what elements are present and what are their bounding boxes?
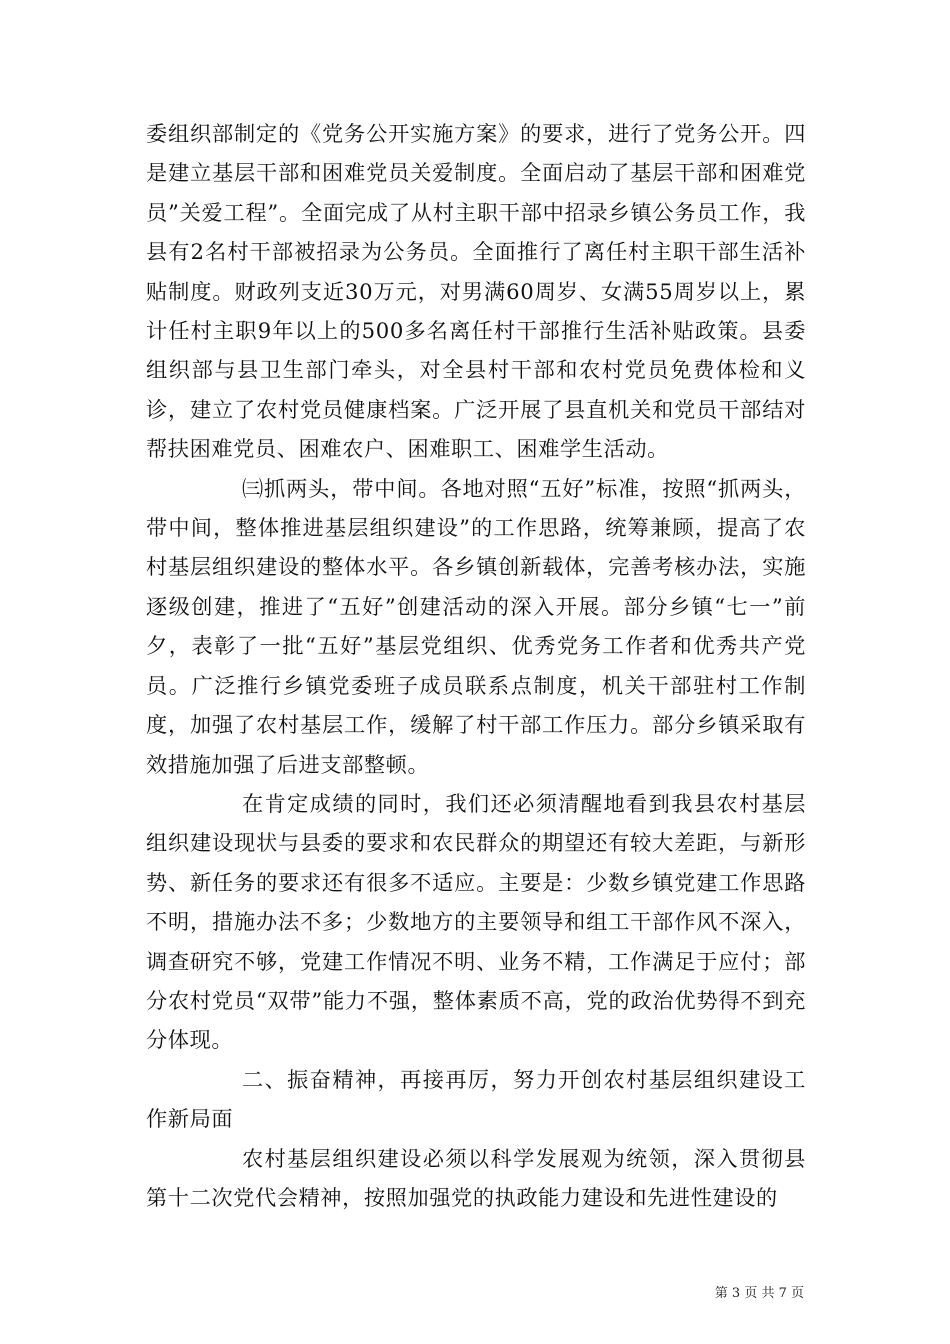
- paragraph-grasp-both-ends: ㈢抓两头，带中间。各地对照“五好”标准，按照“抓两头，带中间，整体推进基层组织建设”的工作思路，统筹兼顾，提高了农村基层组织建设的整体水平。各乡镇创新载体，完善考核办法，实施逐级创建，推进了“五好”创建活动的深入开展。部分乡镇“七一”前夕，表彰了一批“五好”基层党组织、优秀党务工作者和优秀共产党员。广泛推行乡镇党委班子成员联系点制度，机关干部驻村工作制度，加强了农村基层工作，缓解了村干部工作压力。部分乡镇采取有效措施加强了后进支部整顿。: [146, 475, 806, 777]
- page-number: 第 3 页 共 7 页: [714, 1286, 804, 1301]
- body-text: [146, 114, 806, 1217]
- paragraph-shortcomings: 在肯定成绩的同时，我们还必须清醒地看到我县农村基层组织建设现状与县委的要求和农民群众的期望还有较大差距，与新形势、新任务的要求还有很多不适应。主要是：少数乡镇党建工作思路不明，措施办法不多；少数地方的主要领导和组工干部作风不深入，调查研究不够，党建工作情况不明、业务不精，工作满足于应付；部分农村党员“双带”能力不强，整体素质不高，党的政治优势得不到充分体现。: [146, 790, 806, 1053]
- section-heading-two: 二、振奋精神，再接再厉，努力开创农村基层组织建设工作新局面: [146, 1066, 806, 1132]
- paragraph-care-system: 委组织部制定的《党务公开实施方案》的要求，进行了党务公开。四是建立基层干部和困难党员关爱制度。全面启动了基层干部和困难党员”关爱工程”。全面完成了从村主职干部中招录乡镇公务员工作，我县有2名村干部被招录为公务员。全面推行了离任村主职干部生活补贴制度。财政列支近30万元，对男满60周岁、女满55周岁以上，累计任村主职9年以上的500多名离任村干部推行生活补贴政策。县委组织部与县卫生部门牵头，对全县村干部和农村党员免费体检和义诊，建立了农村党员健康档案。广泛开展了县直机关和党员干部结对帮扶困难党员、困难农户、困难职工、困难学生活动。: [146, 121, 806, 462]
- paragraph-guiding-principle: 农村基层组织建设必须以科学发展观为统领，深入贯彻县第十二次党代会精神，按照加强党的执政能力建设和先进性建设的: [146, 1145, 806, 1210]
